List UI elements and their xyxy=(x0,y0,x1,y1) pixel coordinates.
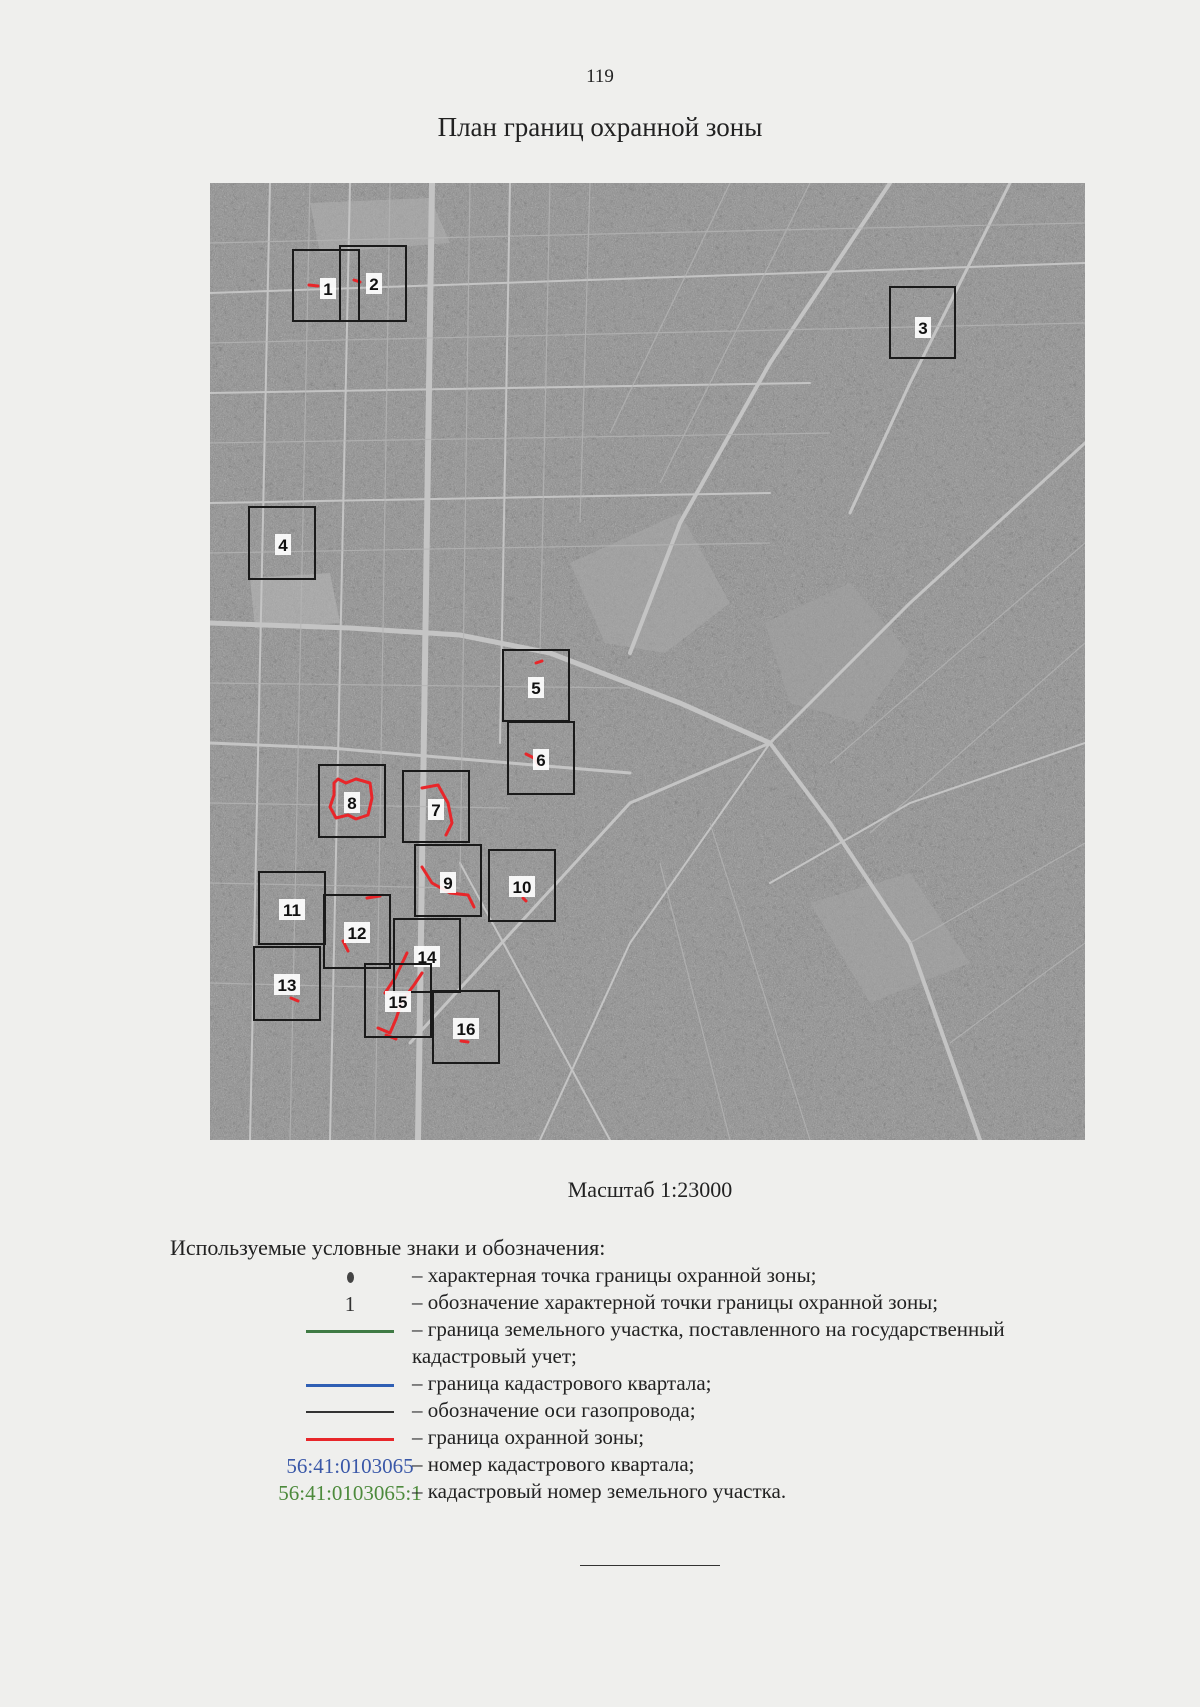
zone-marker-label-11: 11 xyxy=(283,901,301,920)
zone-marker-label-9: 9 xyxy=(443,874,453,893)
legend-description: – граница земельного участка, поставленного на государственный кадастровый учет; xyxy=(412,1317,1005,1368)
legend-description: – обозначение характерной точки границы охранной зоны; xyxy=(412,1290,939,1314)
legend-row xyxy=(170,1397,1140,1427)
legend-line-icon xyxy=(306,1411,394,1413)
legend-description: – граница кадастрового квартала; xyxy=(412,1371,712,1395)
zone-boundary-5 xyxy=(536,661,542,663)
legend-row xyxy=(170,1316,1140,1368)
legend-row xyxy=(170,1478,1140,1508)
zone-marker-label-16: 16 xyxy=(456,1020,476,1039)
legend-row xyxy=(170,1451,1140,1481)
legend-heading: Используемые условные знаки и обозначения: xyxy=(170,1235,606,1260)
legend-row xyxy=(170,1262,1140,1292)
page-number: 119 xyxy=(586,66,614,87)
legend-description: – характерная точка границы охранной зоны; xyxy=(412,1263,817,1287)
page-title: План границ охранной зоны xyxy=(437,112,763,142)
zone-boundary-1 xyxy=(309,285,318,286)
legend-line-icon xyxy=(306,1384,394,1387)
legend-row xyxy=(170,1424,1140,1454)
zone-marker-label-8: 8 xyxy=(347,794,357,813)
aerial-map[interactable] xyxy=(210,183,1085,1140)
legend-dot-icon xyxy=(347,1272,354,1283)
zone-marker-label-6: 6 xyxy=(536,751,546,770)
zone-boundary-10 xyxy=(523,898,526,901)
legend-symbol-text: 56:41:0103065 xyxy=(286,1453,414,1478)
zone-boundary-16 xyxy=(461,1041,468,1042)
closing-divider xyxy=(580,1565,720,1566)
legend-row xyxy=(170,1370,1140,1400)
legend-line-icon xyxy=(306,1438,394,1441)
zone-marker-label-2: 2 xyxy=(369,275,379,294)
legend-description: – граница охранной зоны; xyxy=(412,1425,645,1449)
legend-description: – номер кадастрового квартала; xyxy=(412,1452,695,1476)
zone-marker-label-12: 12 xyxy=(347,924,367,943)
legend-line-icon xyxy=(306,1330,394,1333)
zone-marker-label-13: 13 xyxy=(277,976,297,995)
legend-description: – кадастровый номер земельного участка. xyxy=(412,1479,787,1503)
legend-symbol-text: 56:41:0103065:1 xyxy=(278,1480,422,1505)
legend-symbol-text: 1 xyxy=(344,1291,356,1316)
zone-marker-label-5: 5 xyxy=(531,679,541,698)
zone-marker-label-15: 15 xyxy=(388,993,408,1012)
zone-marker-label-3: 3 xyxy=(918,319,928,338)
legend-description: – обозначение оси газопровода; xyxy=(412,1398,696,1422)
zone-marker-label-7: 7 xyxy=(431,801,441,820)
legend-row xyxy=(170,1289,1140,1319)
zone-marker-label-10: 10 xyxy=(512,878,532,897)
zone-marker-label-14: 14 xyxy=(417,948,437,967)
scale-label: Масштаб 1:23000 xyxy=(567,1177,733,1202)
zone-marker-label-1: 1 xyxy=(323,280,333,299)
zone-marker-label-4: 4 xyxy=(278,536,288,555)
